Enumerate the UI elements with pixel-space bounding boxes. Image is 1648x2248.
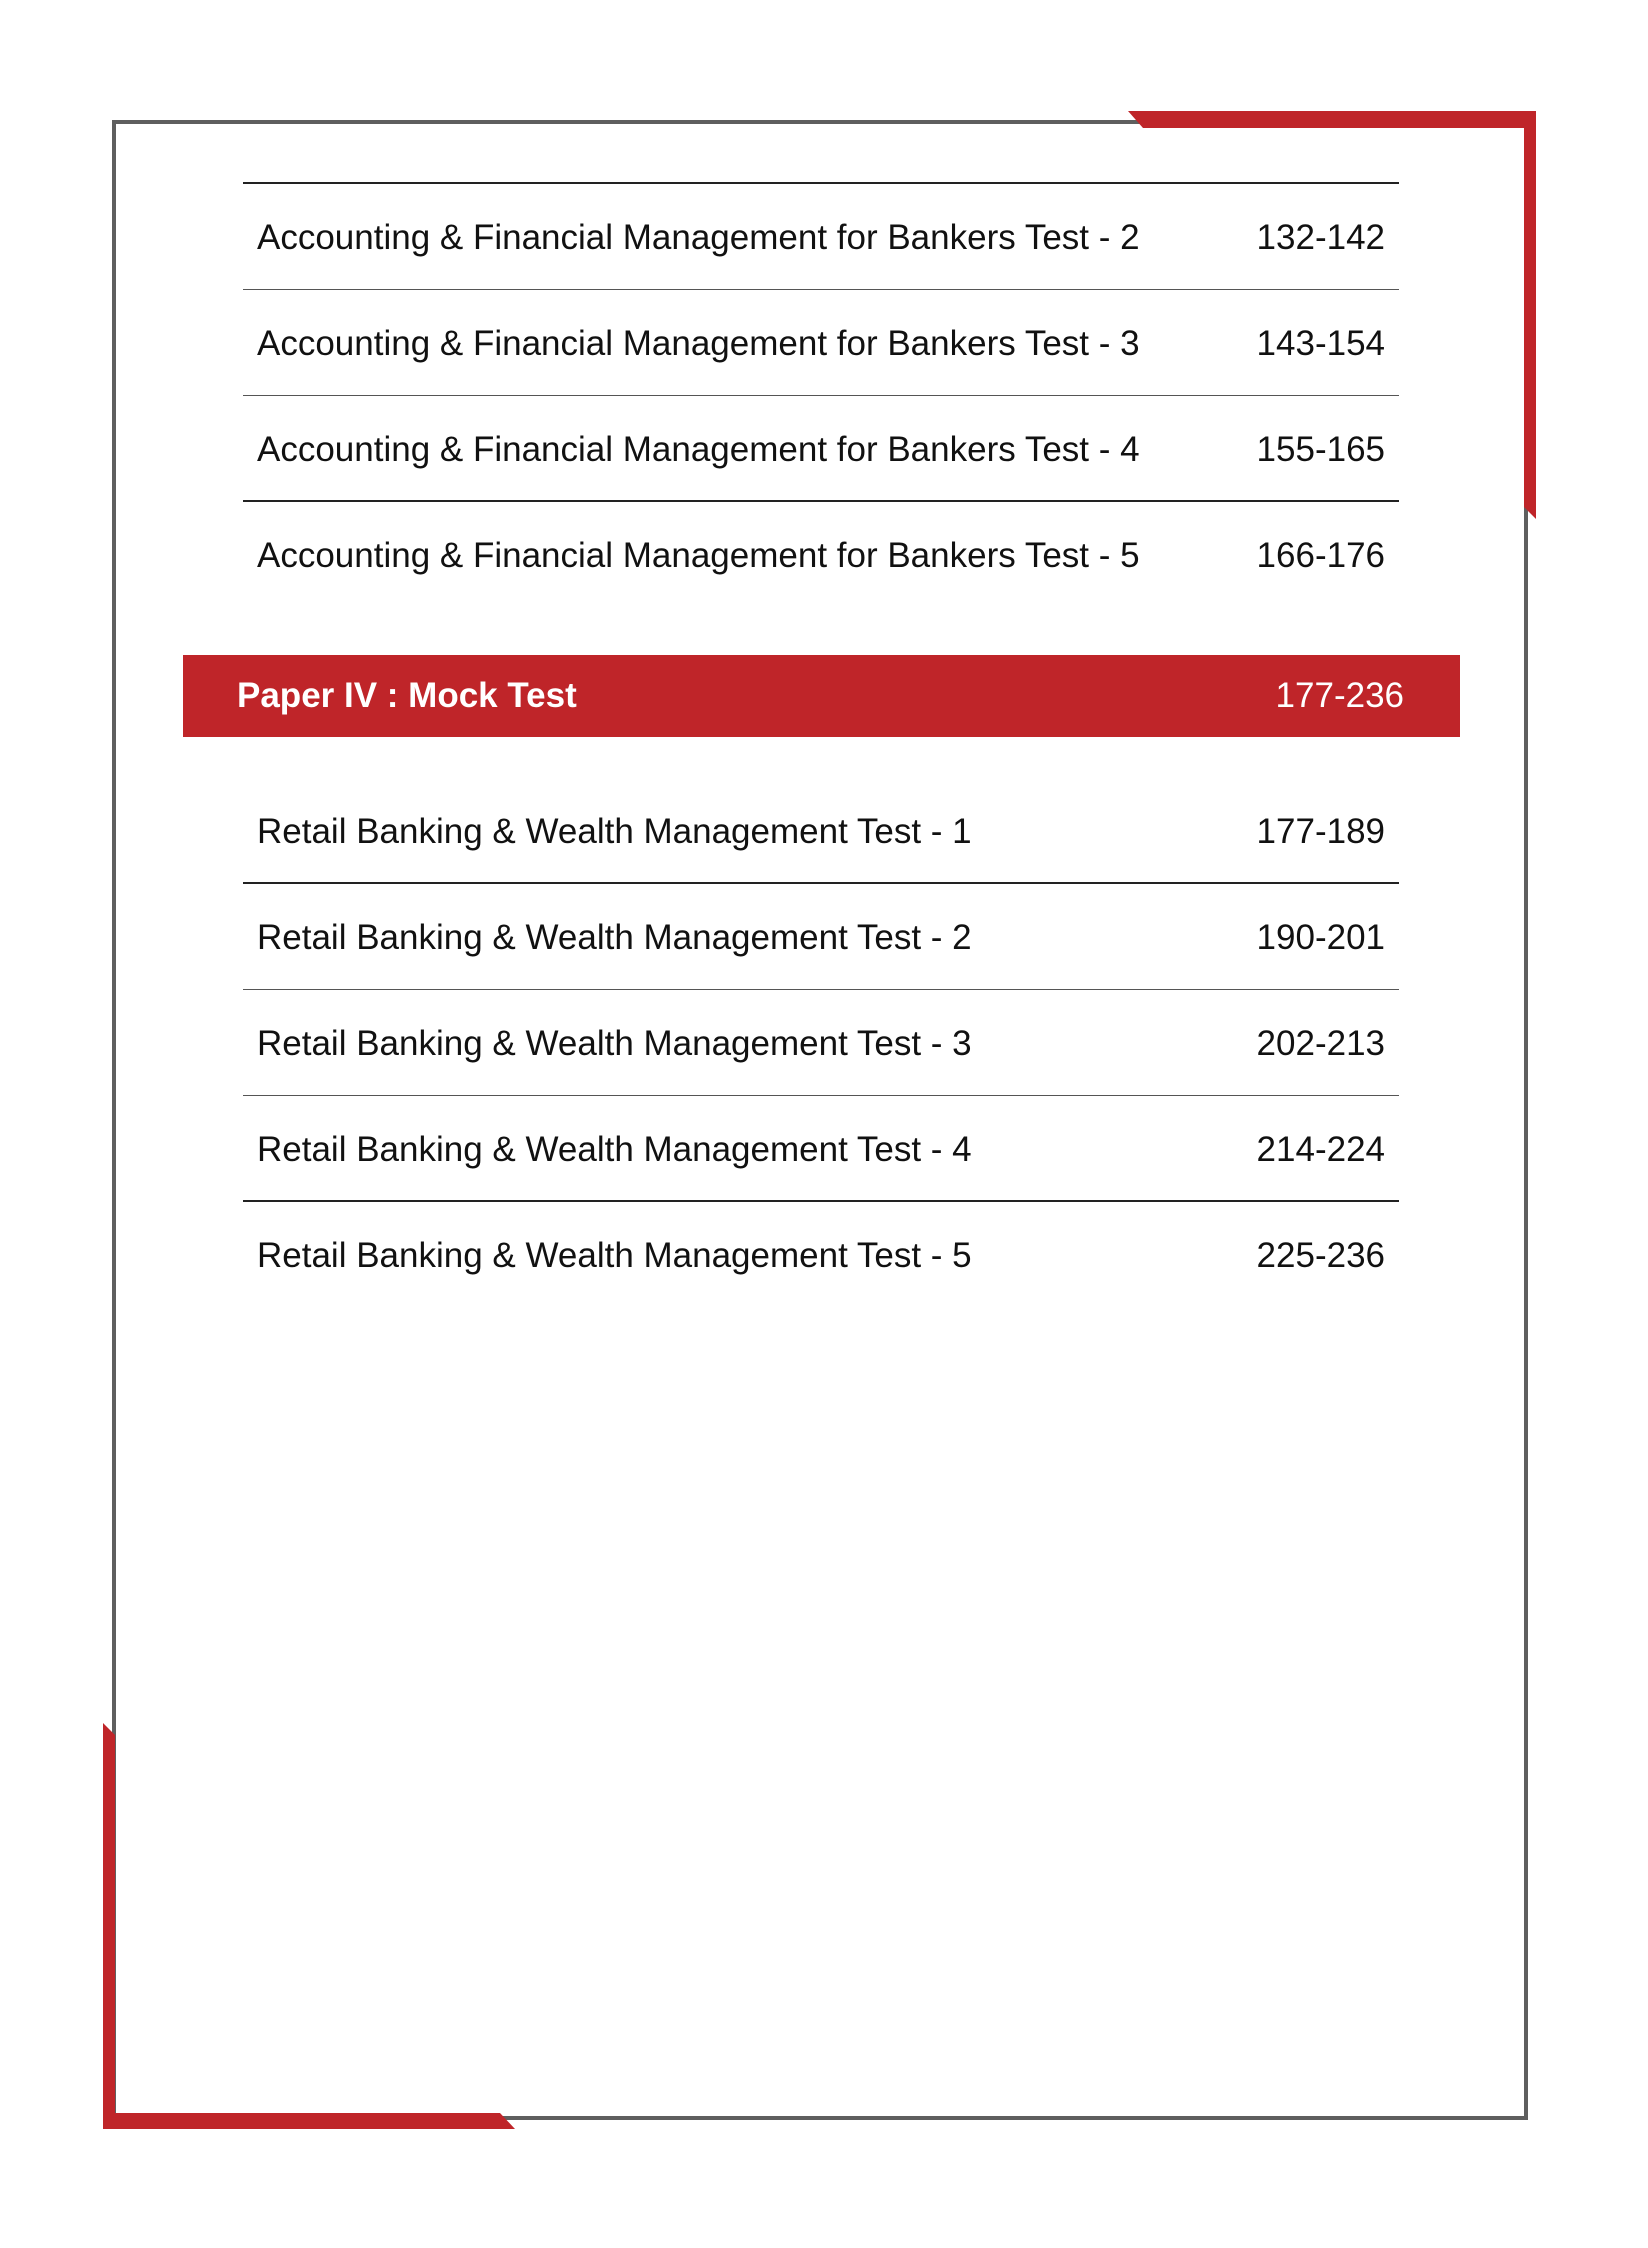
toc-list-top [243, 182, 1399, 608]
toc-entry-pages: 155-165 [1256, 430, 1385, 469]
section-title: Paper IV : Mock Test [237, 676, 577, 715]
toc-entry-pages: 190-201 [1256, 918, 1385, 957]
toc-entry [243, 396, 1399, 502]
toc-entry [243, 884, 1399, 990]
toc-entry [243, 778, 1399, 884]
toc-entry-title: Accounting & Financial Management for Bankers Test - 2 [257, 218, 1140, 257]
toc-entry-title: Accounting & Financial Management for Bankers Test - 5 [257, 536, 1140, 575]
toc-entry [243, 1096, 1399, 1202]
toc-list-bottom [243, 778, 1399, 1308]
toc-entry-title: Retail Banking & Wealth Management Test - 1 [257, 812, 972, 851]
toc-entry-pages: 143-154 [1256, 324, 1385, 363]
corner-accent-bottom-left [103, 1723, 515, 2129]
toc-entry-pages: 225-236 [1256, 1236, 1385, 1275]
section-pages: 177-236 [1275, 676, 1404, 715]
toc-entry [243, 502, 1399, 608]
toc-entry-pages: 166-176 [1256, 536, 1385, 575]
toc-entry-title: Accounting & Financial Management for Bankers Test - 3 [257, 324, 1140, 363]
toc-entry-title: Retail Banking & Wealth Management Test - 2 [257, 918, 972, 957]
toc-entry [243, 184, 1399, 290]
toc-entry-title: Retail Banking & Wealth Management Test - 5 [257, 1236, 972, 1275]
toc-entry-pages: 214-224 [1256, 1130, 1385, 1169]
toc-entry [243, 290, 1399, 396]
section-header [183, 655, 1460, 737]
toc-entry [243, 990, 1399, 1096]
toc-entry-title: Retail Banking & Wealth Management Test - 3 [257, 1024, 972, 1063]
toc-entry [243, 1202, 1399, 1308]
toc-entry-title: Accounting & Financial Management for Bankers Test - 4 [257, 430, 1140, 469]
toc-entry-pages: 202-213 [1256, 1024, 1385, 1063]
toc-entry-title: Retail Banking & Wealth Management Test - 4 [257, 1130, 972, 1169]
toc-entry-pages: 177-189 [1256, 812, 1385, 851]
toc-entry-pages: 132-142 [1256, 218, 1385, 257]
